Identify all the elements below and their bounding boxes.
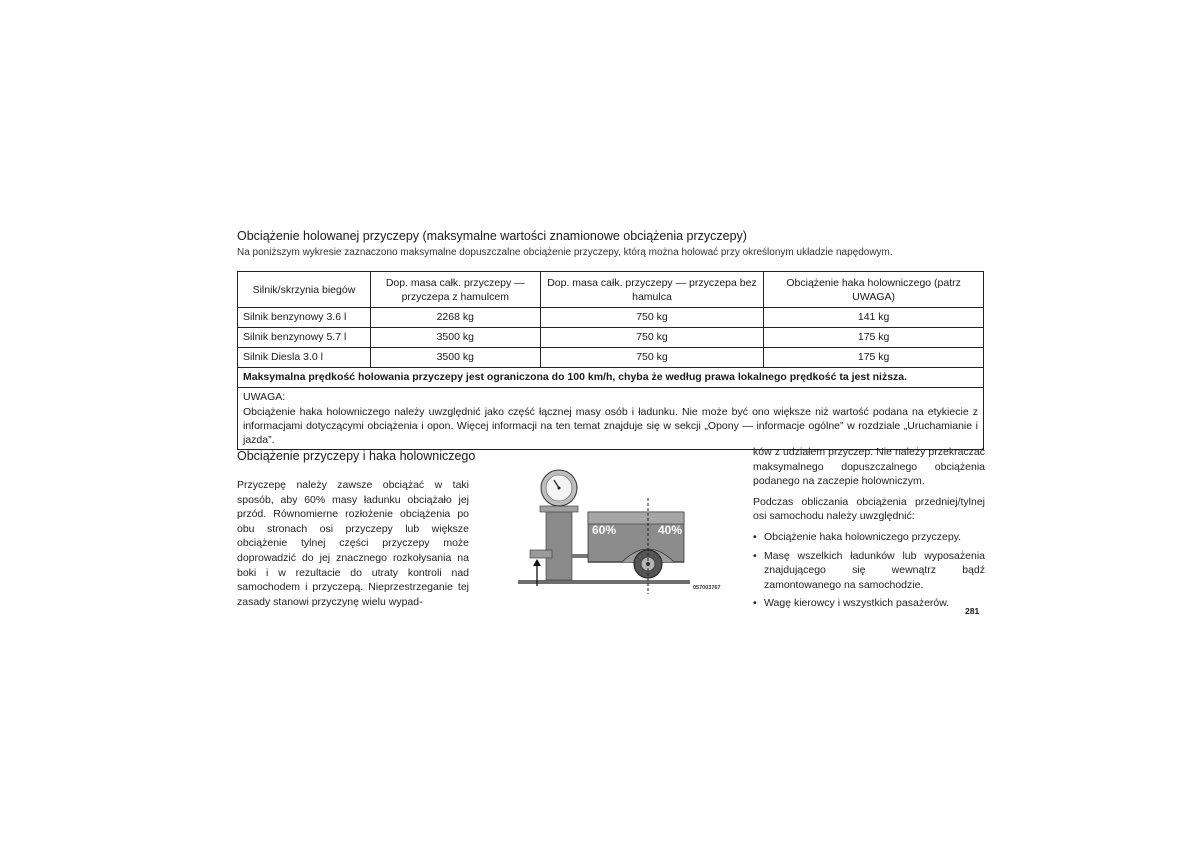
table-cell: 175 kg — [764, 348, 984, 368]
table-cell: Silnik benzynowy 3.6 l — [238, 308, 371, 328]
table-row — [238, 308, 984, 328]
table-row — [238, 328, 984, 348]
bullet-list — [753, 530, 985, 611]
speed-note-row — [238, 368, 984, 388]
table-cell: 3500 kg — [370, 328, 540, 348]
table-cell: Silnik Diesla 3.0 l — [238, 348, 371, 368]
trailer-load-illustration — [518, 466, 690, 596]
trailer-weight-table — [237, 271, 984, 450]
section-intro: Na poniższym wykresie zaznaczono maksymalne dopuszczalne obciążenie przyczepy, którą można holować przy określonym układzie napędowym. — [237, 247, 893, 258]
table-cell: 141 kg — [764, 308, 984, 328]
rear-load-label: 40% — [658, 523, 683, 537]
paragraph: Podczas obliczania obciążenia przedniej/tylnej osi samochodu należy uwzględnić: — [753, 495, 985, 523]
table-cell: Silnik benzynowy 5.7 l — [238, 328, 371, 348]
uwaga-row — [238, 388, 984, 450]
uwaga-text: Obciążenie haka holowniczego należy uwzględnić jako część łącznej masy osób i ładunku. Nie może być ono większe niż wartość podana na etykiecie z informacjami dotyczącymi obciążenia i opon. Więcej informacji na ten temat znajduje się w sekcji „Opony — informacje ogólne” w rozdziale „Uruchamianie i jazda”. — [243, 406, 978, 446]
table-header: Silnik/skrzynia biegów — [238, 272, 371, 308]
section-title-trailer-load: Obciążenie przyczepy i haka holowniczego — [237, 449, 476, 463]
list-item: • Obciążenie haka holowniczego przyczepy. — [753, 530, 985, 545]
table-cell: 750 kg — [540, 348, 764, 368]
paragraph: ków z udziałem przyczep. Nie należy przekraczać maksymalnego dopuszczalnego obciążenia podanego na zaczepie holowniczym. — [753, 446, 985, 488]
uwaga-cell — [238, 388, 984, 450]
table-cell: 2268 kg — [370, 308, 540, 328]
section-title-trailer-weight: Obciążenie holowanej przyczepy (maksymalne wartości znamionowe obciążenia przyczepy) — [237, 229, 747, 243]
uwaga-title: UWAGA: — [243, 391, 286, 403]
table-row — [238, 348, 984, 368]
page-number: 281 — [965, 606, 980, 616]
table-cell: 750 kg — [540, 308, 764, 328]
speed-note: Maksymalna prędkość holowania przyczepy jest ograniczona do 100 km/h, chyba że według prawa lokalnego prędkość ta jest niższa. — [238, 368, 984, 388]
body-text-left: Przyczepę należy zawsze obciążać w taki sposób, aby 60% masy ładunku obciążało jej przód. Równomierne rozłożenie obciążenia po obu stronach osi przyczepy lub większe obciążenie tylnej części przyczepy może doprowadzić do jej znacznego rozkołysania na boki i w rezultacie do utraty kontroli nad samochodem i przyczepą. Nieprzestrzeganie tej zasady stanowi przyczynę wielu wypad- — [237, 479, 469, 608]
table-cell: 750 kg — [540, 328, 764, 348]
table-header: Dop. masa całk. przyczepy — przyczepa z hamulcem — [370, 272, 540, 308]
body-text-right — [753, 445, 985, 615]
table-header: Obciążenie haka holowniczego (patrz UWAGA) — [764, 272, 984, 308]
front-load-label: 60% — [592, 523, 617, 537]
table-cell: 3500 kg — [370, 348, 540, 368]
table-cell: 175 kg — [764, 328, 984, 348]
list-item: • Wagę kierowcy i wszystkich pasażerów. — [753, 596, 985, 611]
table-header: Dop. masa całk. przyczepy — przyczepa bez hamulca — [540, 272, 764, 308]
list-item: • Masę wszelkich ładunków lub wyposażenia znajdującego się wewnątrz bądź zamontowanego na samochodzie. — [753, 549, 985, 593]
table-header-row — [238, 272, 984, 308]
figure-code: 057003767 — [693, 585, 721, 591]
